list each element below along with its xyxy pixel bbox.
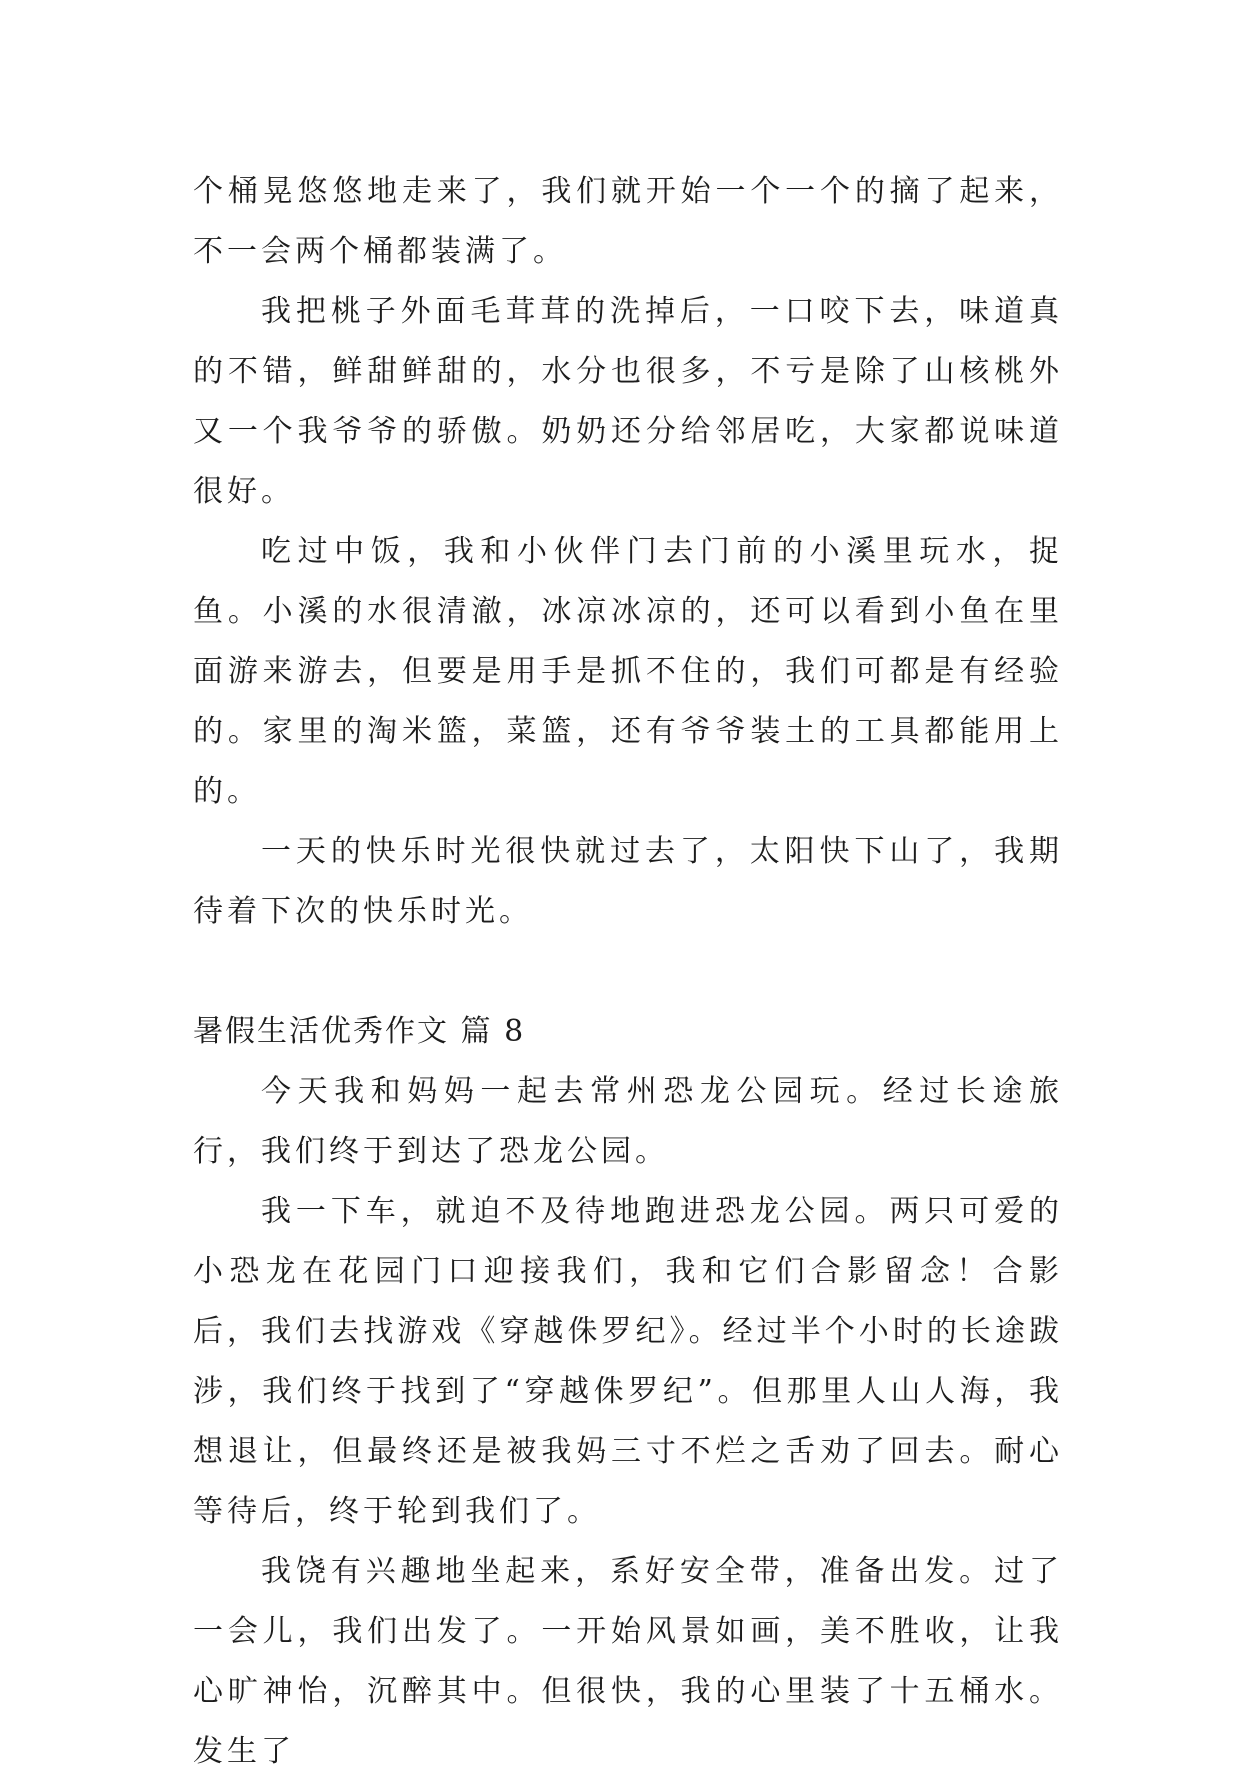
paragraph-peach: 我把桃子外面毛茸茸的洗掉后，一口咬下去，味道真的不错，鲜甜鲜甜的，水分也很多，不亏是除了山核桃外又一个我爷爷的骄傲。奶奶还分给邻居吃，大家都说味道很好。 xyxy=(193,294,1063,509)
paragraph-day-end: 一天的快乐时光很快就过去了，太阳快下山了，我期待着下次的快乐时光。 xyxy=(193,834,1063,929)
paragraph-stream: 吃过中饭，我和小伙伴门去门前的小溪里玩水，捉鱼。小溪的水很清澈，冰凉冰凉的，还可以看到小鱼在里面游来游去，但要是用手是抓不住的，我们可都是有经验的。家里的淘米篮，菜篮，还有爷爷装土的工具都能用上的。 xyxy=(193,534,1063,809)
paragraph-continuation: 个桶晃悠悠地走来了，我们就开始一个一个的摘了起来，不一会两个桶都装满了。 xyxy=(193,174,1063,269)
paragraph-ride: 我饶有兴趣地坐起来，系好安全带，准备出发。过了一会儿，我们出发了。一开始风景如画，美不胜收，让我心旷神怡，沉醉其中。但很快，我的心里装了十五桶水。发生了 xyxy=(193,1554,1063,1769)
paragraph-dinosaur-park: 今天我和妈妈一起去常州恐龙公园玩。经过长途旅行，我们终于到达了恐龙公园。 xyxy=(193,1074,1063,1169)
paragraph-arrival: 我一下车，就迫不及待地跑进恐龙公园。两只可爱的小恐龙在花园门口迎接我们，我和它们合影留念！合影后，我们去找游戏《穿越侏罗纪》。经过半个小时的长途跋涉，我们终于找到了“穿越侏罗纪”。但那里人山人海，我想退让，但最终还是被我妈三寸不烂之舌劝了回去。耐心等待后，终于轮到我们了。 xyxy=(193,1194,1063,1529)
document-page xyxy=(193,162,1063,1782)
section-heading: 暑假生活优秀作文 篇 8 xyxy=(193,1014,526,1049)
